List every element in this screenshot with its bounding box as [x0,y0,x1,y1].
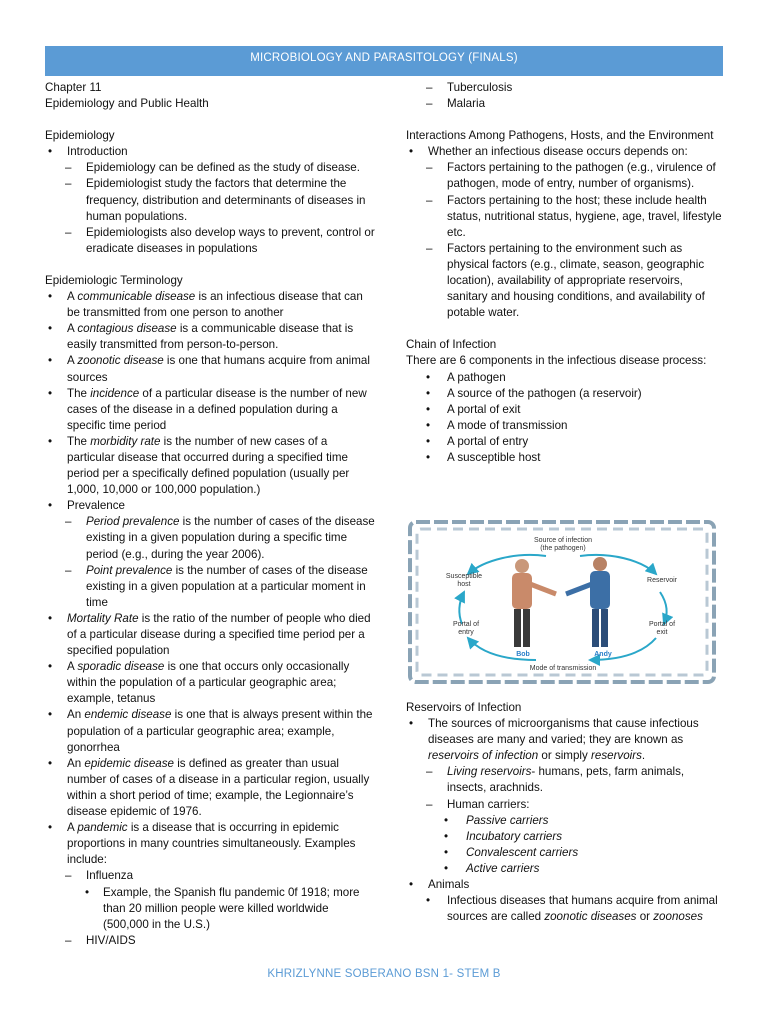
term-item: • A sporadic disease is one that occurs only occasionally within the population of a particular geographic area; example, tetanus [45,659,375,707]
header-title: MICROBIOLOGY AND PARASITOLOGY (FINALS) [250,52,518,64]
chain-item: • A mode of transmission [406,418,726,434]
figure-label-source: (the pathogen) [540,545,586,552]
example-item: – Malaria [406,96,726,112]
footer-author: KHRIZLYNNE SOBERANO BSN 1- STEM B [267,968,501,980]
chain-item: • A susceptible host [406,450,726,466]
carrier-item: • Incubatory carriers [406,829,726,845]
chapter-number: Chapter 11 [45,81,102,94]
term-item: • The incidence of a particular disease is the number of new cases of the disease in a defined population during a specific time period [45,386,375,434]
example-item: – HIV/AIDS [45,933,375,949]
interactions-heading: Interactions Among Pathogens, Hosts, and the Environment [406,129,714,143]
term-item: • An endemic disease is one that is always present within the population of a particular geographic area; example, gonorrhea [45,707,375,755]
chain-of-infection-figure [406,518,718,686]
chapter-title: Epidemiology and Public Health [45,97,209,111]
chain-list [406,370,726,467]
chain-item: • A portal of exit [406,402,726,418]
intro-item: – Epidemiology can be defined as the study of disease. [45,160,375,176]
carrier-item: • Convalescent carriers [406,845,726,861]
chain-item: • A pathogen [406,370,726,386]
intro-list [45,144,375,257]
example-subitem: • Example, the Spanish flu pandemic 0f 1918; more than 20 million people were killed worldwide (500,000 in the U.S.) [45,885,375,933]
example-item: – Influenza [45,868,375,884]
figure-label-bob: Bob [516,651,530,658]
term-item: • The morbidity rate is the number of new cases of a particular disease that occurred during a specified time period per a specifically defined population (usually per 1,000, 10,000 or 100,000 population.) [45,434,375,498]
term-item: • A contagious disease is a communicable disease that is easily transmitted from person-to-person. [45,321,375,353]
interactions-item: • Whether an infectious disease occurs depends on: [406,144,726,160]
figure-label-source: Source of infection [534,537,592,544]
page-header [45,46,723,76]
figure-label-exit: Portal of [648,621,676,628]
figure-label-andy: Andy [594,651,612,658]
terminology-heading: Epidemiologic Terminology [45,273,183,287]
term-item: • Prevalence [45,498,375,514]
interactions-list [406,144,726,321]
chain-item: • A source of the pathogen (a reservoir) [406,386,726,402]
figure-label-entry: entry [458,629,474,636]
reservoirs-heading: Reservoirs of Infection [406,701,522,714]
chain-intro: There are 6 components in the infectious disease process: [406,354,707,368]
chain-heading: Chain of Infection [406,338,497,352]
page-footer [0,968,768,980]
reservoirs-subitem: – Living reservoirs- humans, pets, farm animals, insects, arachnids. [406,764,726,796]
reservoirs-item: • Animals [406,877,726,893]
term-item: • A zoonotic disease is one that humans acquire from animal sources [45,353,375,385]
examples-continued [406,80,726,112]
intro-label: • Introduction [45,144,375,160]
chain-item: • A portal of entry [406,434,726,450]
terminology-list [45,289,375,949]
right-column-lower [406,700,726,925]
figure-label-exit: exit [656,629,668,636]
epidemiology-heading: Epidemiology [45,129,115,143]
figure-label-entry: Portal of [452,621,480,628]
reservoirs-item: • The sources of microorganisms that cause infectious diseases are many and varied; they are known as reservoirs of infection or simply reservoirs. [406,716,726,764]
carrier-item: • Active carriers [406,861,726,877]
interactions-subitem: – Factors pertaining to the host; these include health status, nutritional status, hygiene, age, travel, lifestyle etc. [406,193,726,241]
interactions-subitem: – Factors pertaining to the pathogen (e.g., virulence of pathogen, mode of entry, number of organisms). [406,160,726,192]
figure-label-susceptible: Susceptible [445,573,483,580]
right-column [406,80,726,466]
reservoirs-list [406,716,726,925]
carrier-item: • Passive carriers [406,813,726,829]
term-item: • A communicable disease is an infectious disease that can be transmitted from one person to another [45,289,375,321]
term-subitem: – Point prevalence is the number of cases of the disease existing in a given population at a particular moment in time [45,563,375,611]
figure-label-reservoir: Reservoir [647,577,677,584]
term-item: • An epidemic disease is defined as greater than usual number of cases of a disease in a particular region, usually within a short period of time; example, the Legionnaire’s disease epidemic of 1976. [45,756,375,820]
intro-item: – Epidemiologist study the factors that determine the frequency, distribution and determinants of diseases in human populations. [45,176,375,224]
term-subitem: – Period prevalence is the number of cases of the disease existing in a given population during a specific time period (e.g., during the year 2006). [45,514,375,562]
figure-label-susceptible: host [457,581,471,588]
term-item: • A pandemic is a disease that is occurring in epidemic proportions in many countries simultaneously. Examples include: [45,820,375,868]
intro-item: – Epidemiologists also develop ways to prevent, control or eradicate diseases in populations [45,225,375,257]
term-item: • Mortality Rate is the ratio of the number of people who died of a particular disease during a specified time period per a specified population [45,611,375,659]
figure-label-mode: Mode of transmission [529,665,597,672]
left-column [45,80,375,949]
example-item: – Tuberculosis [406,80,726,96]
reservoirs-subitem: – Human carriers: [406,797,726,813]
animals-subitem: • Infectious diseases that humans acquire from animal sources are called zoonotic diseases or zoonoses [406,893,726,925]
interactions-subitem: – Factors pertaining to the environment such as physical factors (e.g., climate, season, geographic location), availability of appropriate reservoirs, sanitary and housing conditions, and availability of potable water. [406,241,726,321]
